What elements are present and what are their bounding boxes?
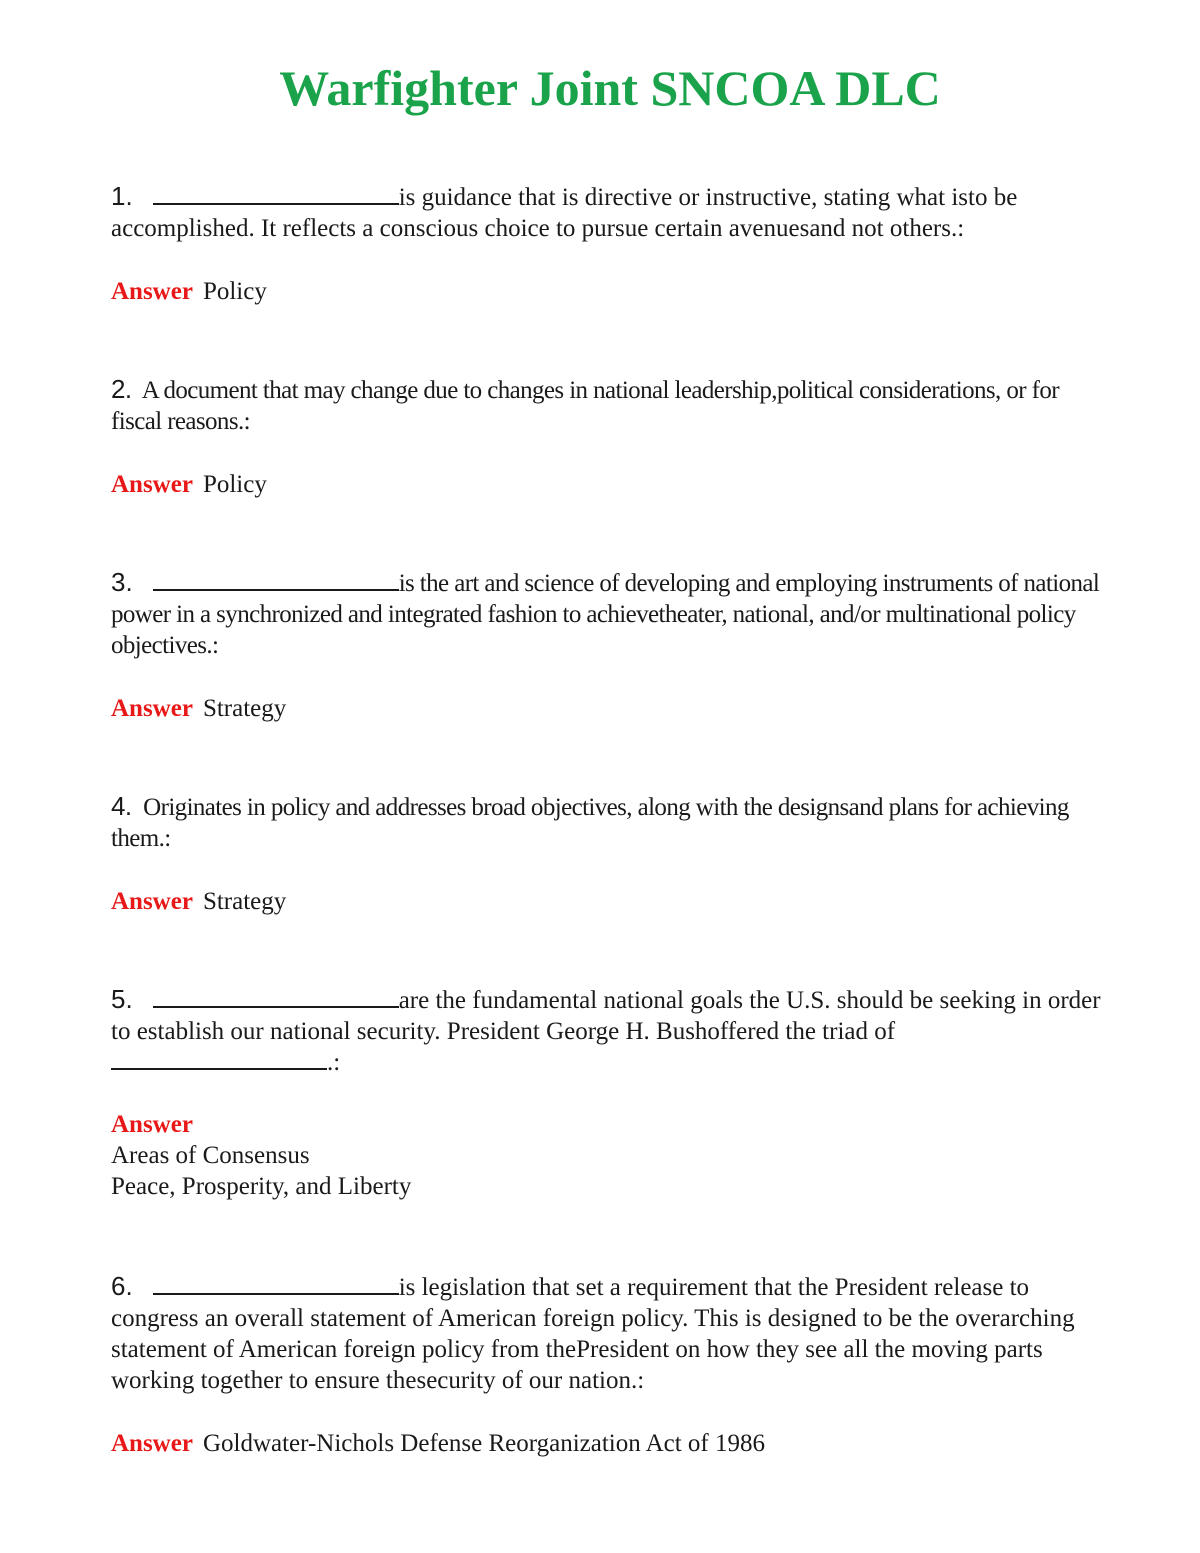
answer-3 — [111, 693, 1101, 724]
answer-label: Answer — [111, 1430, 193, 1457]
question-number: 1. — [111, 181, 133, 211]
question-number: 3. — [111, 567, 133, 597]
answer-value: Policy — [202, 471, 267, 498]
answer-value: Policy — [202, 278, 267, 305]
answer-label: Answer — [111, 278, 193, 305]
answer-value-line: Peace, Prosperity, and Liberty — [111, 1173, 412, 1200]
question-text: Originates in policy and addresses broad objectives, along with the designsand plans for achieving them.: — [111, 794, 1069, 852]
question-text-end: .: — [327, 1049, 341, 1076]
question-3 — [111, 567, 1101, 661]
answer-5 — [111, 1109, 1101, 1202]
answer-value: Strategy — [202, 888, 287, 915]
answer-blank — [153, 571, 399, 591]
answer-1 — [111, 276, 1101, 307]
question-number: 2. — [111, 374, 132, 404]
question-text: is the art and science of developing and employing instruments of national power in a synchronized and integrated fashion to achievetheater, national, and/or multinational policy objectives.: — [111, 570, 1100, 659]
question-2 — [111, 374, 1101, 437]
question-text: A document that may change due to changes in national leadership,political considerations, or for fiscal reasons.: — [111, 377, 1059, 435]
question-text: is guidance that is directive or instructive, stating what isto be accomplished. It reflects a conscious choice to pursue certain avenuesand not others.: — [111, 184, 1018, 242]
answer-blank — [153, 185, 399, 205]
question-6 — [111, 1271, 1101, 1396]
answer-value: Goldwater-Nichols Defense Reorganization Act of 1986 — [202, 1430, 766, 1457]
answer-blank — [153, 1275, 399, 1295]
answer-label: Answer — [111, 888, 193, 915]
question-5 — [111, 984, 1101, 1078]
question-4 — [111, 791, 1101, 854]
answer-2 — [111, 469, 1101, 500]
answer-value-line: Areas of Consensus — [111, 1142, 310, 1169]
answer-blank — [153, 988, 399, 1008]
question-text: is legislation that set a requirement that the President release to congress an overall statement of American foreign policy. This is designed to be the overarching statement of American foreign policy from thePresident on how they see all the moving parts working together to ensure thesecurity of our nation.: — [111, 1274, 1075, 1394]
question-number: 5. — [111, 984, 133, 1014]
document-title: Warfighter Joint SNCOA DLC — [279, 60, 941, 116]
answer-blank — [111, 1050, 327, 1070]
answer-6 — [111, 1428, 1101, 1459]
question-1 — [111, 181, 1101, 244]
answer-value: Strategy — [202, 695, 287, 722]
answer-label: Answer — [111, 695, 193, 722]
question-number: 4. — [111, 791, 132, 821]
answer-4 — [111, 886, 1101, 917]
question-text: are the fundamental national goals the U.S. should be seeking in order to establish our national security. President George H. Bushoffered the triad of — [111, 987, 1101, 1045]
question-number: 6. — [111, 1271, 133, 1301]
answer-label: Answer — [111, 1111, 193, 1138]
answer-label: Answer — [111, 471, 193, 498]
